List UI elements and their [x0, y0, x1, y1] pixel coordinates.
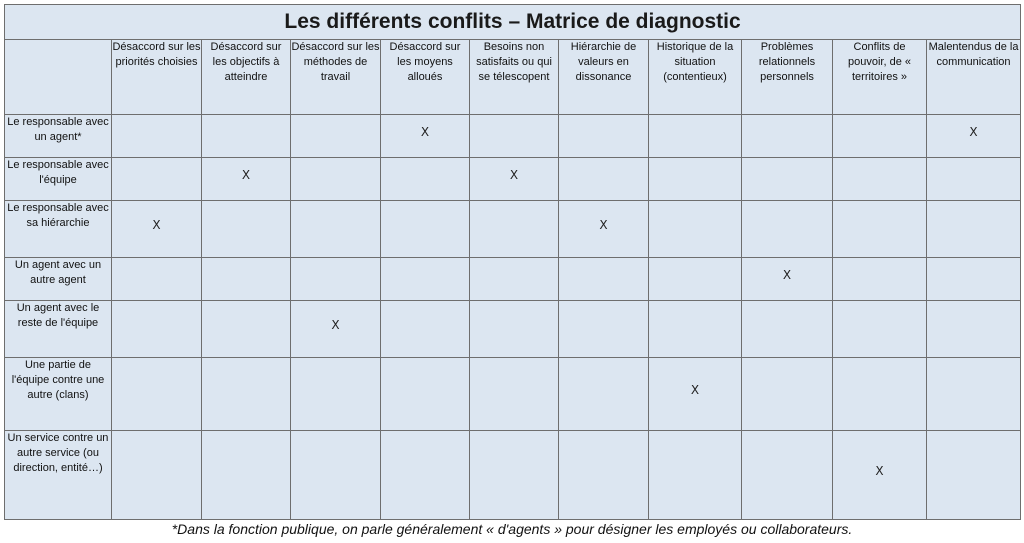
column-header: Désaccord sur les méthodes de travail: [291, 40, 381, 115]
matrix-cell: [470, 301, 559, 358]
table-row: [5, 431, 1021, 520]
matrix-cell: [649, 358, 742, 431]
matrix-cell: [649, 115, 742, 158]
matrix-cell: [112, 115, 202, 158]
column-header-row: [5, 40, 1021, 115]
matrix-cell: [381, 358, 470, 431]
matrix-cell: [112, 201, 202, 258]
matrix-cell: [470, 258, 559, 301]
cross-mark: X: [875, 464, 884, 478]
matrix-cell: [833, 431, 927, 520]
column-header: Besoins non satisfaits ou qui se télescopent: [470, 40, 559, 115]
column-header: Désaccord sur les moyens alloués: [381, 40, 470, 115]
matrix-cell: [291, 358, 381, 431]
matrix-cell: [202, 115, 291, 158]
row-header: Le responsable avec un agent*: [5, 115, 112, 158]
column-header: Problèmes relationnels personnels: [742, 40, 833, 115]
row-header: Une partie de l'équipe contre une autre (clans): [5, 358, 112, 431]
matrix-cell: [742, 158, 833, 201]
table-row: [5, 115, 1021, 158]
matrix-cell: [381, 431, 470, 520]
corner-cell: [5, 40, 112, 115]
matrix-cell: [742, 115, 833, 158]
matrix-cell: [649, 301, 742, 358]
matrix-cell: [927, 258, 1021, 301]
row-header: Le responsable avec sa hiérarchie: [5, 201, 112, 258]
matrix-cell: [927, 158, 1021, 201]
matrix-cell: [833, 158, 927, 201]
cross-mark: X: [152, 218, 161, 232]
matrix-cell: [202, 301, 291, 358]
matrix-cell: [559, 158, 649, 201]
matrix-cell: [381, 301, 470, 358]
column-header: Désaccord sur les objectifs à atteindre: [202, 40, 291, 115]
matrix-cell: [742, 301, 833, 358]
matrix-cell: [381, 115, 470, 158]
matrix-cell: [927, 115, 1021, 158]
matrix-cell: [291, 431, 381, 520]
table-row: [5, 201, 1021, 258]
cross-mark: X: [420, 125, 430, 139]
matrix-cell: [833, 201, 927, 258]
matrix-cell: [927, 201, 1021, 258]
row-header: Un agent avec un autre agent: [5, 258, 112, 301]
diagnostic-matrix: [4, 4, 1020, 520]
matrix-cell: [381, 258, 470, 301]
column-header: Historique de la situation (contentieux): [649, 40, 742, 115]
matrix-cell: [559, 358, 649, 431]
matrix-cell: [927, 301, 1021, 358]
matrix-cell: [559, 115, 649, 158]
matrix-cell: [112, 301, 202, 358]
matrix-cell: [202, 201, 291, 258]
matrix-cell: [470, 358, 559, 431]
matrix-cell: [291, 301, 381, 358]
matrix-cell: [742, 258, 833, 301]
matrix-cell: [112, 358, 202, 431]
row-header: Un agent avec le reste de l'équipe: [5, 301, 112, 358]
page-title: Les différents conflits – Matrice de diagnostic: [5, 5, 1021, 40]
matrix-cell: [291, 158, 381, 201]
matrix-cell: [649, 258, 742, 301]
matrix-table: [4, 4, 1021, 520]
matrix-cell: [112, 431, 202, 520]
cross-mark: X: [599, 218, 608, 232]
table-row: [5, 358, 1021, 431]
matrix-cell: [833, 301, 927, 358]
matrix-cell: [833, 258, 927, 301]
row-header: Un service contre un autre service (ou direction, entité…): [5, 431, 112, 520]
matrix-cell: [291, 258, 381, 301]
matrix-cell: [927, 358, 1021, 431]
matrix-cell: [742, 431, 833, 520]
column-header: Hiérarchie de valeurs en dissonance: [559, 40, 649, 115]
footnote: *Dans la fonction publique, on parle généralement « d'agents » pour désigner les employés ou collaborateurs.: [171, 521, 853, 537]
matrix-cell: [833, 115, 927, 158]
matrix-cell: [649, 158, 742, 201]
matrix-cell: [381, 158, 470, 201]
matrix-cell: [559, 301, 649, 358]
matrix-cell: [202, 158, 291, 201]
matrix-cell: [470, 201, 559, 258]
matrix-cell: [559, 431, 649, 520]
cross-mark: X: [690, 383, 700, 397]
column-header: Malentendus de la communication: [927, 40, 1021, 115]
row-header: Le responsable avec l'équipe: [5, 158, 112, 201]
matrix-cell: [742, 201, 833, 258]
matrix-cell: [742, 358, 833, 431]
matrix-cell: [202, 358, 291, 431]
column-header: Désaccord sur les priorités choisies: [112, 40, 202, 115]
cross-mark: X: [782, 268, 792, 282]
matrix-cell: [649, 201, 742, 258]
cross-mark: X: [331, 318, 340, 332]
cross-mark: X: [241, 168, 251, 182]
cross-mark: X: [969, 125, 978, 139]
matrix-cell: [291, 115, 381, 158]
matrix-cell: [202, 258, 291, 301]
table-row: [5, 258, 1021, 301]
matrix-cell: [470, 431, 559, 520]
matrix-cell: [381, 201, 470, 258]
matrix-cell: [470, 115, 559, 158]
table-row: [5, 301, 1021, 358]
matrix-cell: [927, 431, 1021, 520]
matrix-cell: [470, 158, 559, 201]
matrix-cell: [559, 201, 649, 258]
matrix-cell: [649, 431, 742, 520]
matrix-cell: [291, 201, 381, 258]
matrix-body: [5, 115, 1021, 520]
matrix-cell: [833, 358, 927, 431]
table-row: [5, 158, 1021, 201]
column-header: Conflits de pouvoir, de « territoires »: [833, 40, 927, 115]
matrix-cell: [559, 258, 649, 301]
matrix-cell: [202, 431, 291, 520]
cross-mark: X: [509, 168, 519, 182]
matrix-cell: [112, 158, 202, 201]
matrix-cell: [112, 258, 202, 301]
